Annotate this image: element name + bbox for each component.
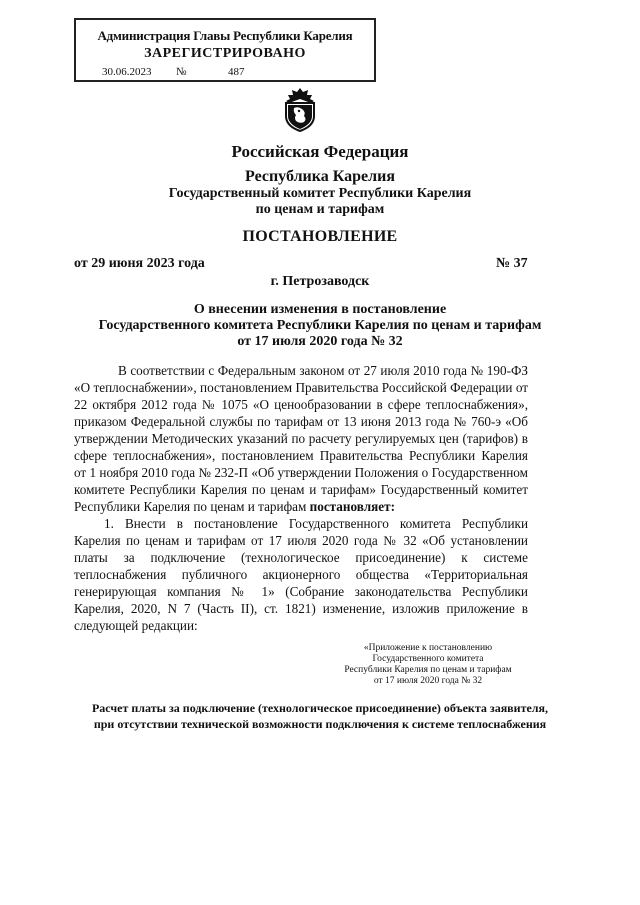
- preamble-paragraph: [74, 362, 528, 515]
- appendix-line4: от 17 июля 2020 года № 32: [373, 676, 483, 686]
- karelia-coat-of-arms-icon: [282, 86, 318, 132]
- appendix-line1: «Приложение к постановлению: [363, 643, 493, 653]
- document-number: № 37: [496, 256, 528, 271]
- stamp-number: 487: [228, 66, 245, 78]
- document-type: ПОСТАНОВЛЕНИЕ: [242, 228, 398, 245]
- registration-stamp: [74, 18, 376, 82]
- preamble-text: В соответствии с Федеральным законом от 27 июля 2010 года № 190-ФЗ «О теплоснабжении», постановлением Правительства Российской Федерации от 22 октября 2012 года № 1075 «О ценообразовании в сфере теплоснабжения», приказом Федеральной службы по тарифам от 13 июня 2013 года № 760-э «Об утверждении Методических указаний по расчету регулируемых цен (тарифов) в сфере теплоснабжения», постановлением Правительства Республики Карелия от 1 ноября 2010 года № 232-П «Об утверждении Положения о Государственном комитете Республики Карелия по ценам и тарифам» Государственный комитет Республики Карелия по ценам и тарифам: [74, 363, 528, 514]
- calculation-title-line1: Расчет платы за подключение (технологическое присоединение) объекта заявителя,: [91, 701, 549, 715]
- country-name: Российская Федерация: [231, 142, 409, 161]
- resolves-keyword: постановляет:: [309, 499, 395, 514]
- title-line3: от 17 июля 2020 года № 32: [237, 334, 403, 349]
- republic-name: Республика Карелия: [245, 168, 395, 185]
- stamp-registered: ЗАРЕГИСТРИРОВАНО: [144, 46, 306, 61]
- calculation-title-line2: при отсутствии технической возможности подключения к системе теплоснабжения: [93, 717, 547, 731]
- stamp-number-sign: №: [176, 66, 187, 78]
- stamp-date: 30.06.2023: [102, 66, 152, 78]
- stamp-underline: [98, 80, 348, 81]
- clause-1-paragraph: 1. Внести в постановление Государственного комитета Республики Карелия по ценам и тарифам от 17 июля 2020 года № 32 «Об установлении платы за подключение (технологическое присоединение) к системе теплоснабжения публичного акционерного общества «Территориальная генерирующая компания № 1» (Собрание законодательства Республики Карелия, 2020, N 7 (Часть II), ст. 1821) изменение, изложив приложение в следующей редакции:: [74, 516, 528, 633]
- stamp-authority: Администрация Главы Республики Карелия: [97, 28, 353, 43]
- committee-name-line2: по ценам и тарифам: [255, 202, 385, 217]
- title-line1: О внесении изменения в постановление: [193, 302, 447, 317]
- committee-name-line1: Государственный комитет Республики Карелия: [168, 186, 472, 201]
- appendix-line2: Государственного комитета: [372, 654, 484, 664]
- title-line2: Государственного комитета Республики Карелия по ценам и тарифам: [98, 318, 542, 333]
- appendix-line3: Республики Карелия по ценам и тарифам: [344, 665, 512, 675]
- document-city: г. Петрозаводск: [270, 274, 370, 289]
- appendix-reference: [328, 643, 528, 687]
- document-date: от 29 июня 2023 года: [74, 256, 205, 271]
- document-body: [74, 362, 528, 634]
- calculation-title: [0, 700, 640, 732]
